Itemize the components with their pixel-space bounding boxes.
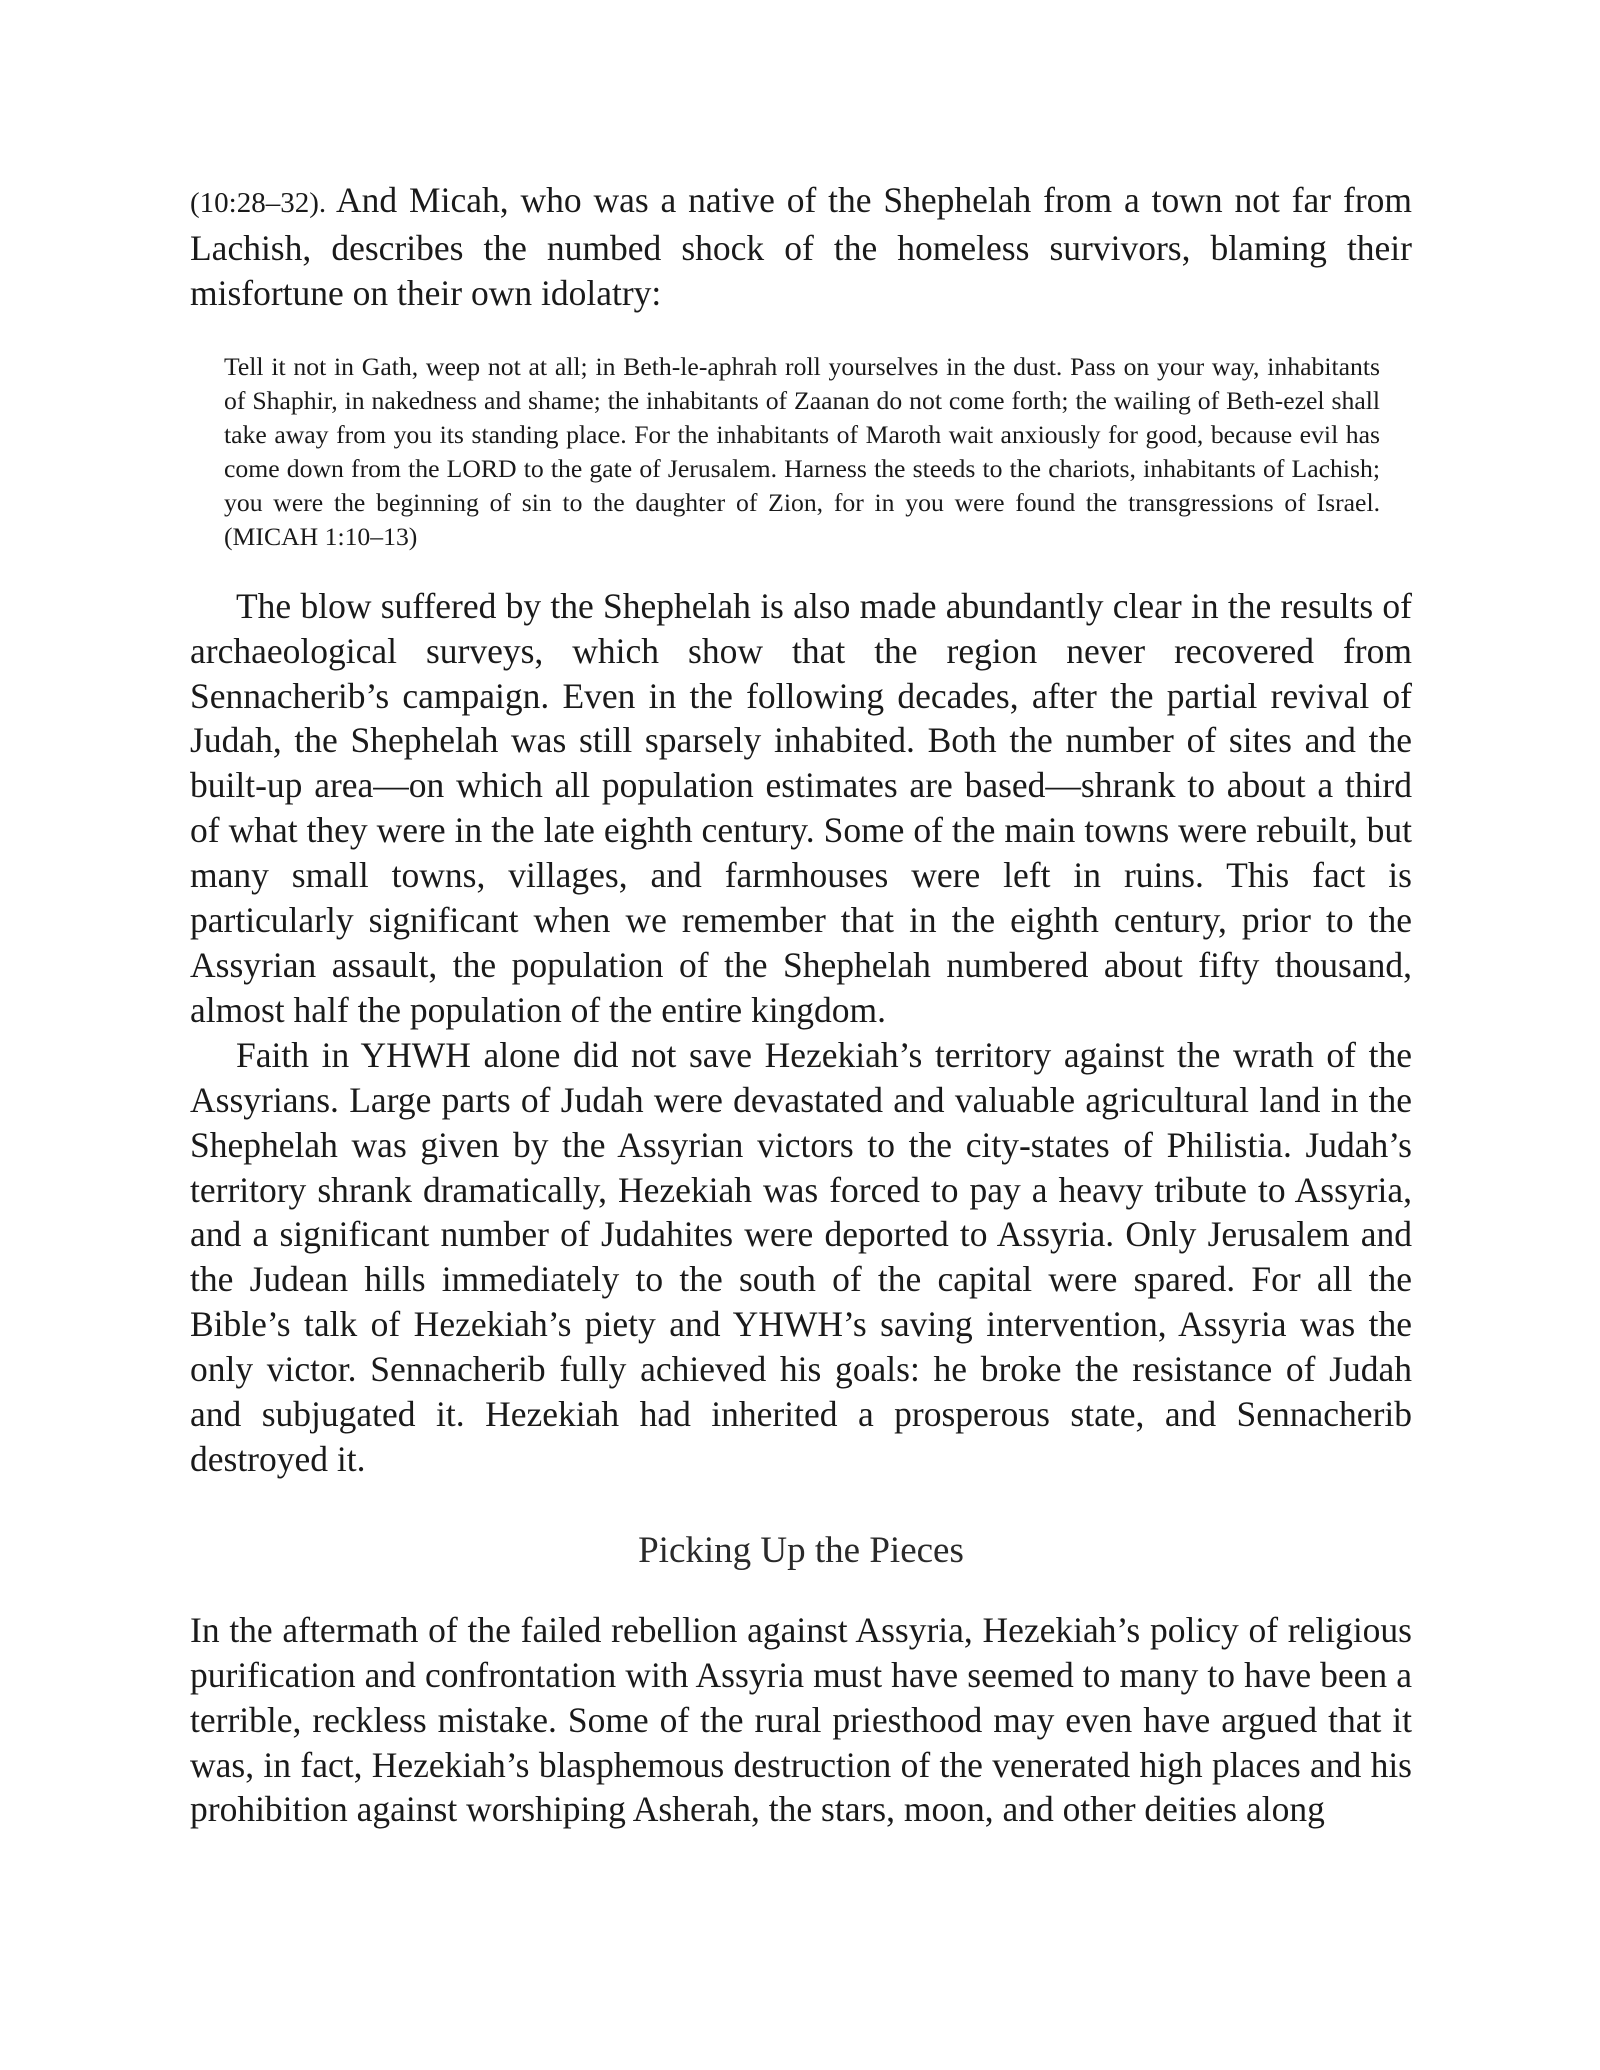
spacer: [190, 554, 1412, 584]
opening-paragraph: [190, 178, 1412, 316]
opening-paragraph-text: And Micah, who was a native of the Shephelah from a town not far from Lachish, describes the numbed shock of the homeless survivors, blaming their misfortune on their own idolatry:: [190, 180, 1412, 313]
section-heading: Picking Up the Pieces: [638, 1529, 964, 1571]
book-page: [190, 178, 1412, 1832]
section-first-paragraph: In the aftermath of the failed rebellion against Assyria, Hezekiah’s policy of religious purification and confrontation with Assyria must have seemed to many to have been a terrible, reckless mistake. Some of the rural priesthood may even have argued that it was, in fact, Hezekiah’s blasphemous destruction of the venerated high places and his prohibition against worshiping Asherah, the stars, moon, and other deities along: [190, 1609, 1412, 1830]
verse-reference: (10:28–32).: [190, 187, 327, 219]
paragraph-archaeological-surveys: The blow suffered by the Shephelah is also made abundantly clear in the results of archaeological surveys, which show that the region never recovered from Sennacherib’s campaign. Even in the following decades, after the partial revival of Judah, the Shephelah was still sparsely inhabited. Both the number of sites and the built-up area—on which all population estimates are based—shrank to about a third of what they were in the late eighth century. Some of the main towns were rebuilt, but many small towns, villages, and farmhouses were left in ruins. This fact is particularly significant when we remember that in the eighth century, prior to the Assyrian assault, the population of the Shephelah numbered about fifty thousand, almost half the population of the entire kingdom.: [190, 585, 1412, 1030]
block-quote-micah: Tell it not in Gath, weep not at all; in Beth-le-aphrah roll yourselves in the dust. Pass on your way, inhabitants of Shaphir, in nakedness and shame; the inhabitants of Zaanan do not come forth; the wailing of Beth-ezel shall take away from you its standing place. For the inhabitants of Maroth wait anxiously for good, because evil has come down from the LORD to the gate of Jerusalem. Harness the steeds to the chariots, inhabitants of Lachish; you were the beginning of sin to the daughter of Zion, for in you were found the transgressions of Israel. (MICAH 1:10–13): [224, 351, 1380, 551]
paragraph-faith-in-yhwh: Faith in YHWH alone did not save Hezekiah’s territory against the wrath of the Assyrians. Large parts of Judah were devastated and valuable agricultural land in the Shephelah was given by the Assyrian victors to the city-states of Philistia. Judah’s territory shrank dramatically, Hezekiah was forced to pay a heavy tribute to Assyria, and a significant number of Judahites were deported to Assyria. Only Jerusalem and the Judean hills immediately to the south of the capital were spared. For all the Bible’s talk of Hezekiah’s piety and YHWH’s saving intervention, Assyria was the only victor. Sennacherib fully achieved his goals: he broke the resistance of Judah and subjugated it. Hezekiah had inherited a prosperous state, and Sennacherib destroyed it.: [190, 1034, 1412, 1479]
